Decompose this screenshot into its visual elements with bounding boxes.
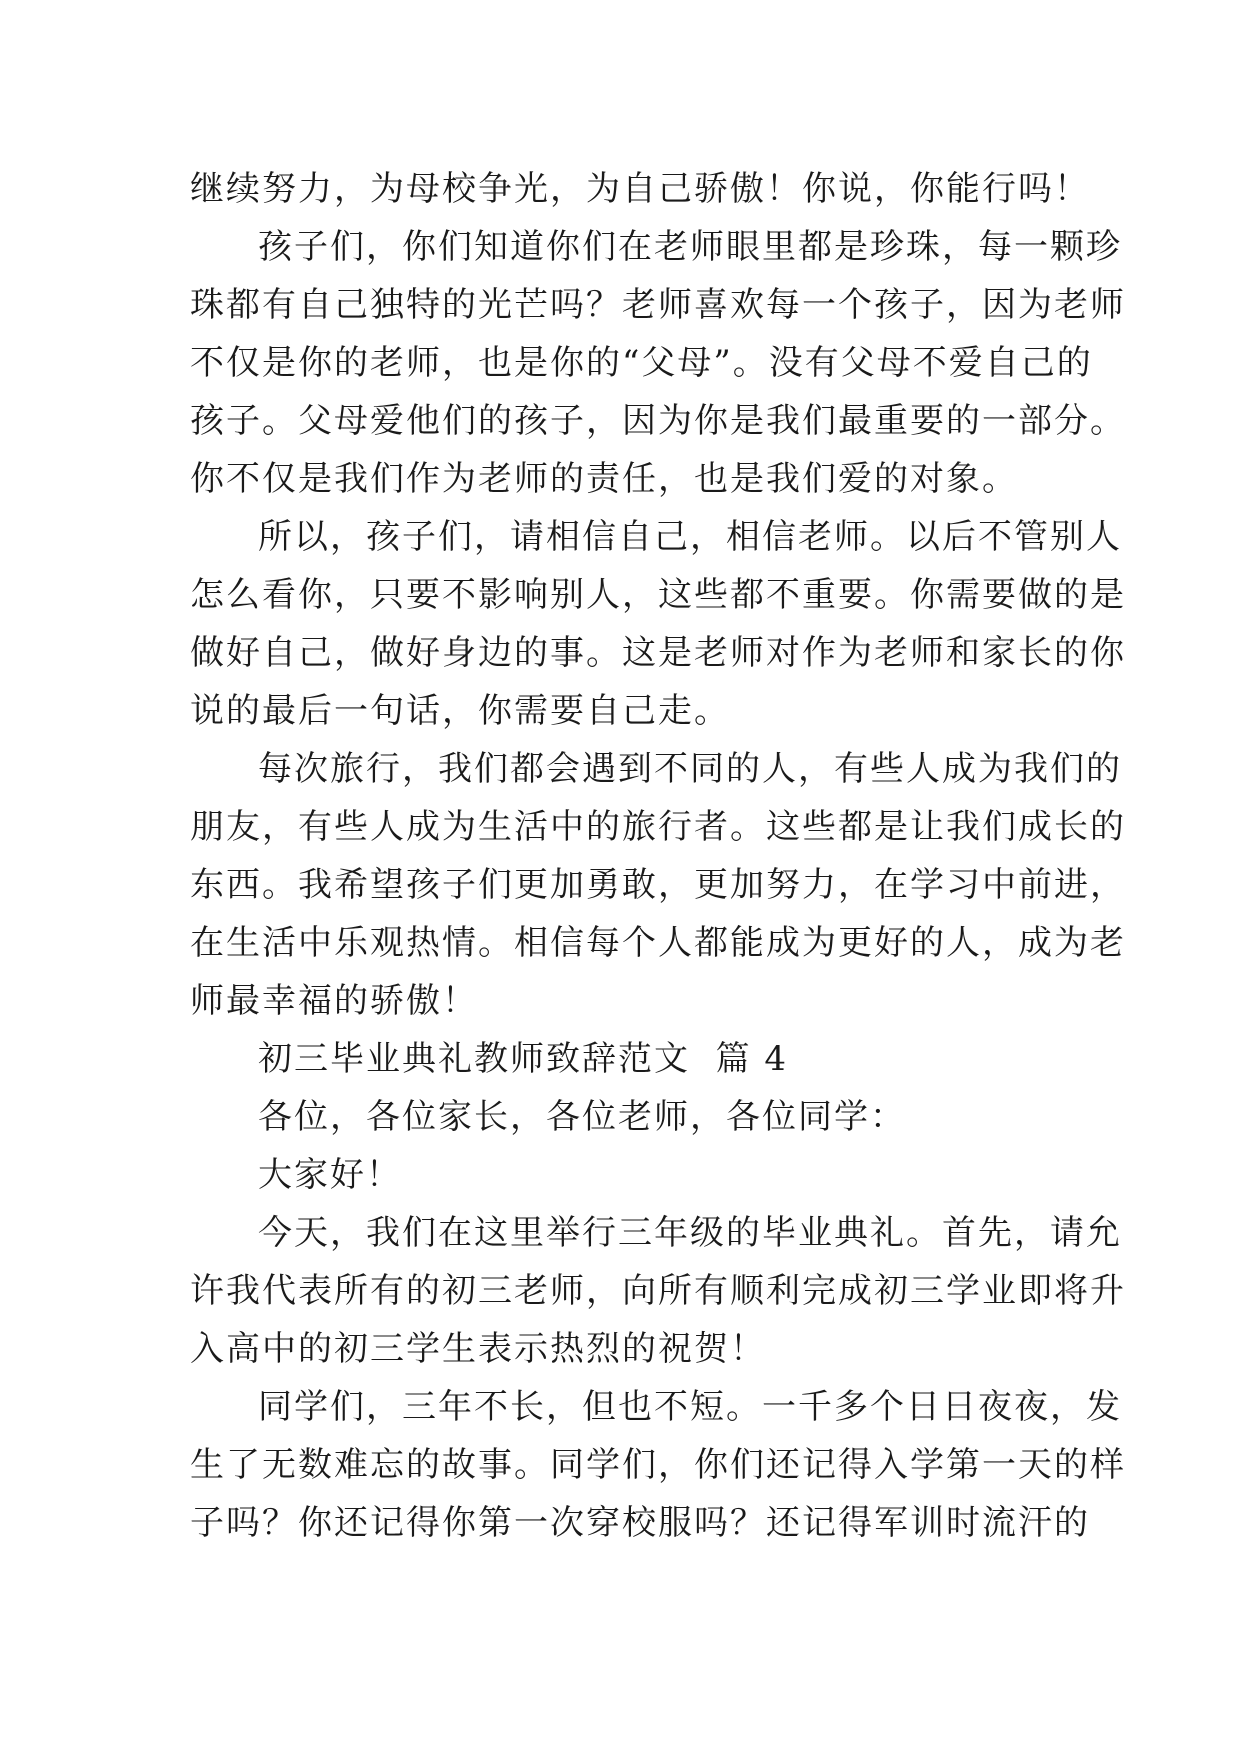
text-line: 东西。我希望孩子们更加勇敢，更加努力，在学习中前进， bbox=[190, 865, 1126, 905]
section-heading: 初三毕业典礼教师致辞范文 篇 4 bbox=[258, 1039, 789, 1079]
text-line: 在生活中乐观热情。相信每个人都能成为更好的人，成为老 bbox=[190, 923, 1126, 963]
text-line: 你不仅是我们作为老师的责任，也是我们爱的对象。 bbox=[190, 459, 1018, 499]
text-line: 说的最后一句话，你需要自己走。 bbox=[190, 691, 730, 731]
text-line: 许我代表所有的初三老师，向所有顺利完成初三学业即将升 bbox=[190, 1271, 1126, 1311]
text-line: 继续努力，为母校争光，为自己骄傲！你说，你能行吗！ bbox=[190, 169, 1090, 209]
text-line: 每次旅行，我们都会遇到不同的人，有些人成为我们的 bbox=[258, 749, 1122, 789]
text-line: 不仅是你的老师，也是你的“父母”。没有父母不爱自己的 bbox=[190, 343, 1093, 383]
text-line: 师最幸福的骄傲！ bbox=[190, 981, 478, 1021]
text-line: 做好自己，做好身边的事。这是老师对作为老师和家长的你 bbox=[190, 633, 1126, 673]
text-line: 怎么看你，只要不影响别人，这些都不重要。你需要做的是 bbox=[190, 575, 1126, 615]
text-line: 珠都有自己独特的光芒吗？老师喜欢每一个孩子，因为老师 bbox=[190, 285, 1126, 325]
text-line: 同学们，三年不长，但也不短。一千多个日日夜夜，发 bbox=[258, 1387, 1122, 1427]
text-line: 孩子。父母爱他们的孩子，因为你是我们最重要的一部分。 bbox=[190, 401, 1126, 441]
text-line: 所以，孩子们，请相信自己，相信老师。以后不管别人 bbox=[258, 517, 1122, 557]
text-line: 生了无数难忘的故事。同学们，你们还记得入学第一天的样 bbox=[190, 1445, 1126, 1485]
text-line: 入高中的初三学生表示热烈的祝贺！ bbox=[190, 1329, 766, 1369]
salutation: 各位，各位家长，各位老师，各位同学： bbox=[258, 1097, 906, 1137]
text-line: 朋友，有些人成为生活中的旅行者。这些都是让我们成长的 bbox=[190, 807, 1126, 847]
text-line: 子吗？你还记得你第一次穿校服吗？还记得军训时流汗的 bbox=[190, 1503, 1090, 1543]
greeting: 大家好！ bbox=[258, 1155, 402, 1195]
document-body bbox=[190, 160, 1126, 1552]
text-line: 今天，我们在这里举行三年级的毕业典礼。首先，请允 bbox=[258, 1213, 1122, 1253]
text-line: 孩子们，你们知道你们在老师眼里都是珍珠，每一颗珍 bbox=[258, 227, 1122, 267]
